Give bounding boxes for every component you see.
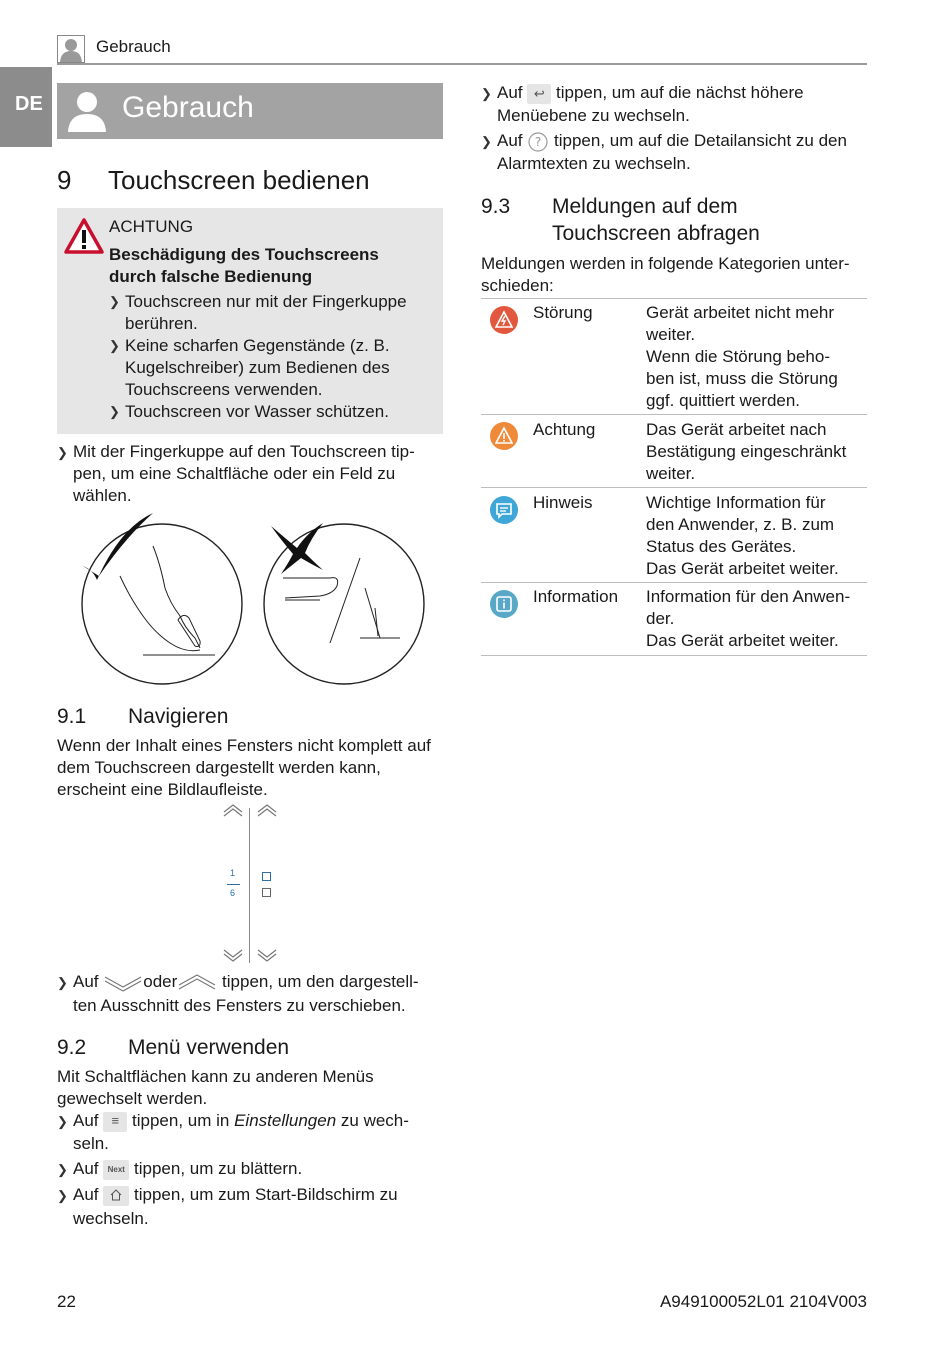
- s91-text-line3: erscheint eine Bildlaufleiste.: [57, 780, 268, 799]
- scroll-up-icon-2[interactable]: [256, 802, 278, 818]
- back-icon[interactable]: ↩: [527, 84, 551, 104]
- home-icon[interactable]: [103, 1186, 129, 1206]
- warning-heading-line1: Beschädigung des Touchscreens: [109, 245, 379, 264]
- row-hint-desc-1: Wichtige Information für: [646, 493, 826, 512]
- info-icon: [490, 590, 518, 618]
- note-icon: [490, 496, 518, 524]
- row-fault-desc-1: Gerät arbeitet nicht mehr: [646, 303, 835, 322]
- row-hint-name: Hinweis: [533, 493, 593, 512]
- warning-item-2-line3: Touchscreens verwenden.: [125, 380, 323, 399]
- s92-step3-line2: wechseln.: [73, 1209, 149, 1228]
- menu-icon[interactable]: ≡: [103, 1112, 127, 1132]
- s91-step-line1: [73, 971, 419, 993]
- right-step2-rest: tippen, um auf die Detailansicht zu den: [554, 131, 847, 150]
- s93-text-line1: Meldungen werden in folgende Kategorien unter-: [481, 254, 850, 273]
- s92-step1-line2: seln.: [73, 1134, 109, 1153]
- scroll-up-icon[interactable]: [222, 802, 244, 818]
- row-info-name: Information: [533, 587, 619, 606]
- s93-title-line2: Touchscreen abfragen: [552, 222, 760, 245]
- warning-item-3-line1: Touchscreen vor Wasser schützen.: [125, 402, 389, 421]
- table-rule: [481, 487, 867, 488]
- table-rule: [481, 582, 867, 583]
- row-fault-desc-3: Wenn die Störung beho-: [646, 347, 830, 366]
- intro-step-line1: Mit der Fingerkuppe auf den Touchscreen tip-: [73, 442, 415, 461]
- scroll-down-icon[interactable]: [222, 948, 244, 964]
- intro-step-line2: pen, um eine Schaltfläche oder ein Feld zu: [73, 464, 396, 483]
- right-step2-auf: Auf: [497, 131, 523, 150]
- page-numerator: 1: [230, 868, 236, 878]
- row-hint-desc-2: den Anwender, z. B. zum: [646, 515, 835, 534]
- svg-text:?: ?: [535, 134, 542, 149]
- next-button-icon[interactable]: Next: [103, 1160, 129, 1180]
- chapter-title: Touchscreen bedienen: [108, 165, 370, 195]
- s91-step-line2: ten Ausschnitt des Fensters zu verschieben.: [73, 996, 406, 1015]
- warning-label: ACHTUNG: [109, 217, 194, 236]
- s91-step-rest: tippen, um den dargestell-: [222, 972, 419, 991]
- s93-title-line1: Meldungen auf dem: [552, 195, 738, 218]
- warning-item-1-line1: Touchscreen nur mit der Fingerkuppe: [125, 292, 407, 311]
- square-icon-2: [262, 888, 271, 897]
- row-info-desc-3: Das Gerät arbeitet weiter.: [646, 631, 839, 650]
- help-icon[interactable]: [527, 131, 549, 153]
- row-hint-desc-4: Das Gerät arbeitet weiter.: [646, 559, 839, 578]
- s91-step-oder: oder: [143, 972, 178, 991]
- s92-text-line1: Mit Schaltflächen kann zu anderen Menüs: [57, 1067, 374, 1086]
- scroll-down-icon-2[interactable]: [256, 948, 278, 964]
- row-attention-desc-2: Bestätigung eingeschränkt: [646, 442, 847, 461]
- right-step2-line1: [497, 130, 847, 153]
- table-rule: [481, 655, 867, 656]
- language-tab: [0, 67, 52, 147]
- s93-number: 9.3: [481, 195, 511, 218]
- s92-text-line2: gewechselt werden.: [57, 1089, 208, 1108]
- s91-text-line2: dem Touchscreen dargestellt werden kann,: [57, 758, 381, 777]
- warning-item-1-line2: berühren.: [125, 314, 198, 333]
- finger-illustration: [75, 508, 435, 688]
- scrollbar-illustration: [216, 800, 286, 970]
- table-rule: [481, 414, 867, 415]
- s93-text-line2: schieden:: [481, 276, 554, 295]
- header-title: Gebrauch: [96, 37, 171, 56]
- warning-triangle-icon: [64, 218, 104, 254]
- s91-title: Navigieren: [128, 705, 229, 728]
- section-banner: [57, 83, 443, 139]
- warning-box: ACHTUNG Beschädigung des Touchscreens durch falsche Bedienung ❯ Touchscreen nur mit der Fingerkuppe berühren. ❯ Keine scharfen Gegenstände (z. B. Kugelschreiber) zum Bedienen des Touchscreens verwenden. ❯ Touchscreen vor Wasser schützen.: [57, 208, 443, 434]
- right-step1-line1: [497, 82, 804, 104]
- s92-step1-post: zu wech-: [340, 1111, 409, 1130]
- s91-step-auf: Auf: [73, 972, 99, 991]
- table-rule: [481, 298, 867, 299]
- right-step1-rest: tippen, um auf die nächst höhere: [556, 83, 804, 102]
- chevron-down-icon[interactable]: [103, 973, 143, 993]
- header-user-icon: [57, 35, 85, 63]
- warning-item-2-line1: Keine scharfen Gegenstände (z. B.: [125, 336, 390, 355]
- row-hint-desc-3: Status des Gerätes.: [646, 537, 797, 556]
- row-fault-desc-5: ggf. quittiert werden.: [646, 391, 801, 410]
- s91-text-line1: Wenn der Inhalt eines Fensters nicht komplett auf: [57, 736, 431, 755]
- document-code: A949100052L01 2104V003: [659, 1292, 867, 1311]
- s92-step2-auf: Auf: [73, 1159, 99, 1178]
- s92-step1-em: Einstellungen: [234, 1111, 337, 1130]
- chevron-up-icon[interactable]: [177, 973, 217, 993]
- s92-step3-auf: Auf: [73, 1185, 99, 1204]
- s92-step3-rest: tippen, um zum Start-Bildschirm zu: [134, 1185, 398, 1204]
- row-attention-desc-1: Das Gerät arbeitet nach: [646, 420, 827, 439]
- s92-step2-rest: tippen, um zu blättern.: [134, 1159, 303, 1178]
- header-rule: [57, 63, 867, 65]
- fault-icon: [490, 306, 518, 334]
- row-info-desc-1: Information für den Anwen-: [646, 587, 851, 606]
- s92-step1-auf: Auf: [73, 1111, 99, 1130]
- row-fault-desc-2: weiter.: [646, 325, 696, 344]
- row-attention-name: Achtung: [533, 420, 596, 439]
- s92-step1-line1: [73, 1110, 409, 1132]
- warning-item-2-line2: Kugelschreiber) zum Bedienen des: [125, 358, 390, 377]
- language-tab-label: DE: [15, 93, 43, 115]
- row-fault-name: Störung: [533, 303, 593, 322]
- warning-heading-line2: durch falsche Bedienung: [109, 267, 313, 286]
- s92-step3-line1: [73, 1184, 398, 1206]
- s91-number: 9.1: [57, 705, 87, 728]
- page-denominator: 6: [230, 888, 236, 898]
- section-title: Gebrauch: [122, 91, 254, 124]
- warning-icon: [490, 422, 518, 450]
- right-step1-line2: Menüebene zu wechseln.: [497, 106, 690, 125]
- square-icon-1: [262, 872, 271, 881]
- right-step2-line2: Alarmtexten zu wechseln.: [497, 154, 691, 173]
- s92-title: Menü verwenden: [128, 1036, 290, 1059]
- chapter-number: 9: [57, 165, 72, 195]
- page-number: 22: [57, 1292, 76, 1311]
- s92-step1-pre: tippen, um in: [132, 1111, 230, 1130]
- row-fault-desc-4: ben ist, muss die Störung: [646, 369, 838, 388]
- right-step1-auf: Auf: [497, 83, 523, 102]
- s92-step2-line1: [73, 1158, 302, 1180]
- row-info-desc-2: der.: [646, 609, 675, 628]
- row-attention-desc-3: weiter.: [646, 464, 696, 483]
- s92-number: 9.2: [57, 1036, 87, 1059]
- person-icon: [65, 88, 109, 132]
- intro-step-line3: wählen.: [73, 486, 132, 505]
